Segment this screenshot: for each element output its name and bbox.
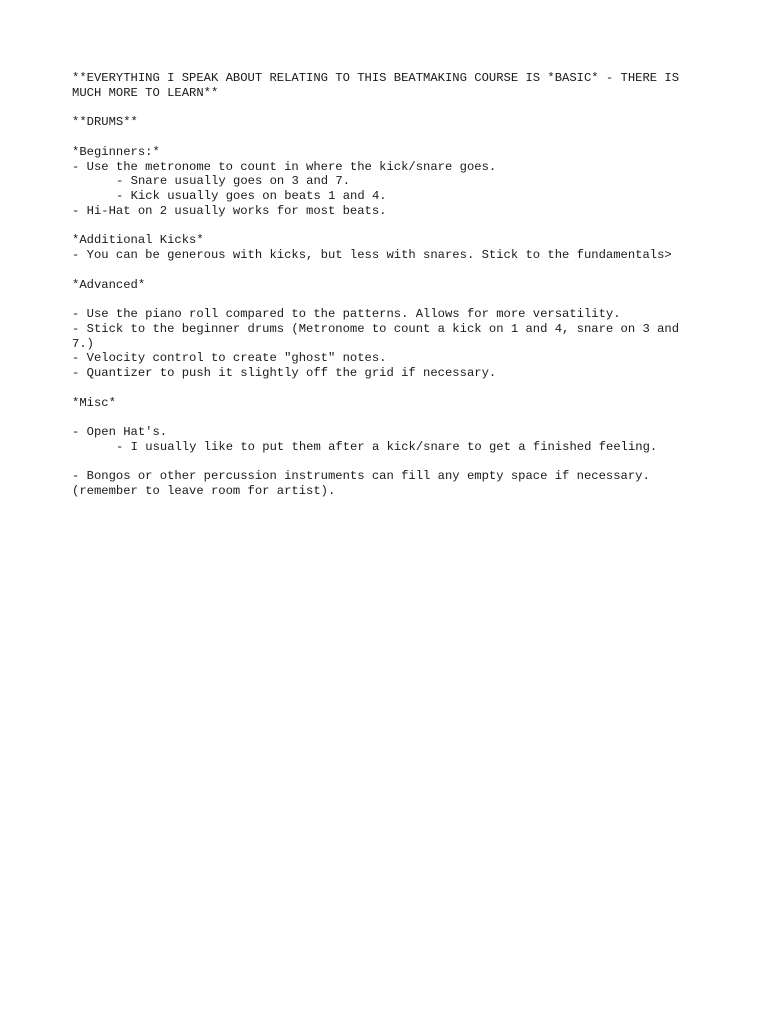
text-line: - Stick to the beginner drums (Metronome to count a kick on 1 and 4, snare on 3 and (72, 321, 680, 336)
section-title-drums: **DRUMS** (72, 115, 138, 130)
blank-line (72, 410, 712, 425)
indented-text-line: - Snare usually goes on 3 and 7. (116, 174, 351, 189)
heading-line: MUCH MORE TO LEARN** (72, 85, 219, 100)
blank-line (72, 101, 712, 116)
indented-text-line: - I usually like to put them after a kick/snare to get a finished feeling. (116, 439, 658, 454)
text-line: (remember to leave room for artist). (72, 484, 336, 498)
text-line: - You can be generous with kicks, but less with snares. Stick to the fundamentals> (72, 248, 672, 262)
subsection-title-additional-kicks: *Additional Kicks* (72, 233, 204, 248)
blank-line (72, 130, 712, 145)
indented-text-line: - Kick usually goes on beats 1 and 4. (116, 189, 387, 203)
text-line: - Use the piano roll compared to the patterns. Allows for more versatility. (72, 307, 621, 321)
subsection-title-advanced: *Advanced* (72, 277, 146, 292)
subsection-title-misc: *Misc* (72, 395, 116, 410)
text-line: - Velocity control to create "ghost" notes. (72, 351, 387, 366)
text-line: - Hi-Hat on 2 usually works for most beats. (72, 203, 387, 218)
document-page (72, 71, 712, 499)
blank-line (72, 455, 712, 470)
text-line: - Quantizer to push it slightly off the grid if necessary. (72, 366, 497, 380)
blank-line (72, 219, 712, 234)
blank-line (72, 292, 712, 307)
text-line: - Use the metronome to count in where the kick/snare goes. (72, 159, 497, 174)
subsection-title-beginners: *Beginners:* (72, 144, 160, 159)
heading-line: **EVERYTHING I SPEAK ABOUT RELATING TO THIS BEATMAKING COURSE IS *BASIC* - THERE IS (72, 71, 680, 85)
text-line: - Bongos or other percussion instruments can fill any empty space if necessary. (72, 469, 650, 484)
text-line: - Open Hat's. (72, 425, 168, 439)
text-line: 7.) (72, 336, 94, 351)
blank-line (72, 263, 712, 278)
blank-line (72, 381, 712, 396)
